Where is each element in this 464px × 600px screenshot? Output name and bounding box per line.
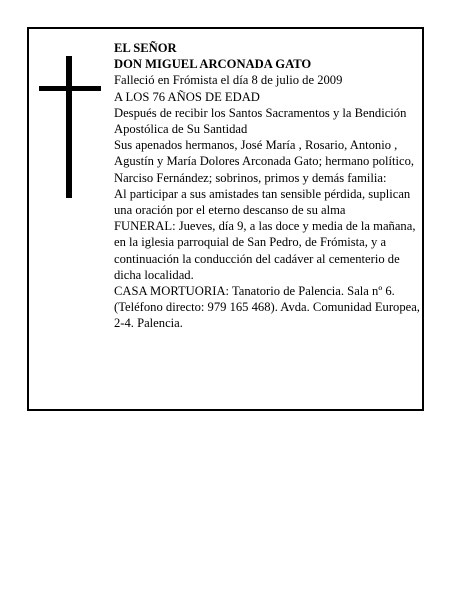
notice-text	[114, 40, 420, 332]
notice-title: EL SEÑOR	[114, 41, 177, 55]
family-paragraph: Sus apenados hermanos, José María , Rosario, Antonio , Agustín y María Dolores Arconada Gato; hermano político, Narciso Fernández; sobrinos, primos y demás familia:	[114, 138, 415, 185]
deceased-name: DON MIGUEL ARCONADA GATO	[114, 57, 312, 72]
prayer-request: Al participar a sus amistades tan sensible pérdida, suplican una oración por el eterno descanso de su alma	[114, 186, 411, 218]
obituary-notice	[27, 27, 424, 411]
mortuary-paragraph: CASA MORTUORIA: Tanatorio de Palencia. Sala nº 6. (Teléfono directo: 979 165 468). Avda. Comunidad Europea, 2-4. Palencia.	[114, 284, 420, 331]
funeral-paragraph: FUNERAL: Jueves, día 9, a las doce y media de la mañana, en la iglesia parroquial de San Pedro, de Frómista, y a continuación la conducción del cadáver al cementerio de dicha localidad.	[114, 219, 416, 282]
sacraments-line: Después de recibir los Santos Sacramentos y la Bendición Apostólica de Su Santidad	[114, 105, 407, 137]
cross-icon	[39, 56, 101, 198]
death-info: Falleció en Frómista el día 8 de julio de 2009	[114, 73, 343, 88]
cross-horizontal-bar	[39, 86, 101, 91]
age-line: A LOS 76 AÑOS DE EDAD	[114, 89, 260, 104]
cross-vertical-bar	[66, 56, 72, 198]
